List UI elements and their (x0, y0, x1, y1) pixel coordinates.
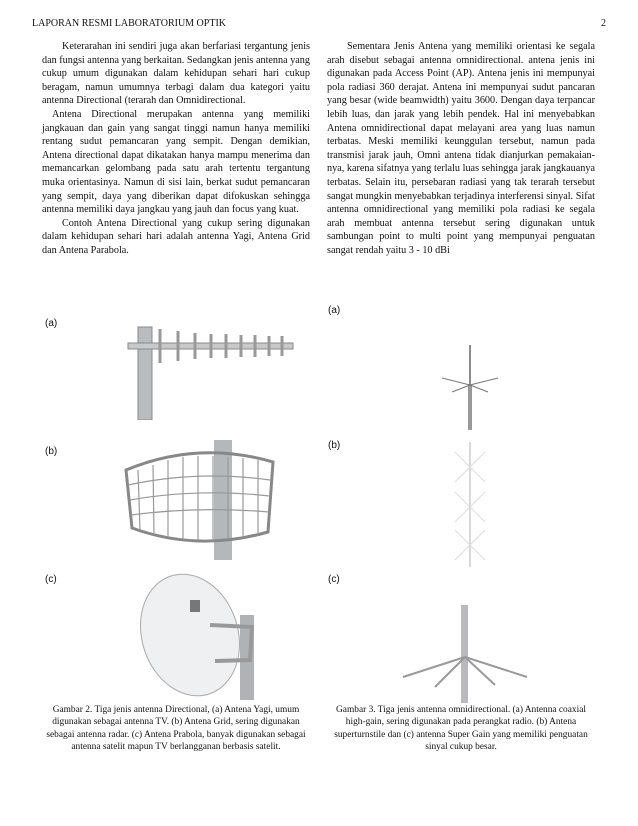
page-header (32, 18, 606, 32)
paragraph: Keterarahan ini sendiri juga akan berfariasi tergantung jenis dan fungsi antenna yang berkaitan. Sedangkan jenis antenna yang cukup umum digunakan dalam kehidupan sehari hari cukup beragam, namun umumnya terbagi dalam dua kategori yaitu antenna Directional (terarah dan Omnidirectional. (42, 41, 310, 107)
left-column (42, 40, 310, 258)
figure-label-a: (a) (328, 305, 341, 316)
report-title: LAPORAN RESMI LABORATORIUM OPTIK (32, 18, 226, 29)
parabola-antenna-image (130, 565, 280, 700)
figure-3-caption: Gambar 3. Tiga jenis antenna omnidirectional. (a) Antenna coaxial high-gain, sering digunakan pada perangkat radio. (b) Antena superturnstile dan (c) antenna Super Gain yang memiliki penguatan sinyal cukup besar. (334, 705, 588, 753)
coaxial-antenna-image (430, 330, 510, 430)
paragraph: Antena Directional merupakan antenna yang memiliki jangkauan dan gain yang sangat tinggi namun hanya memiliki rentang sudut pemancaran yang sempit. Dengan demikian, Antena directional dapat dikatakan hanya mampu menerima dan memancarkan gelombang pada satu arah tertentu tergantung muka orientasinya. Namun di sisi lain, berkat sudut pemancaran yang sempit, daya yang diberikan dapat difokuskan sehingga antenna memiliki daya jangkau yang jauh dan focus yang kuat. (42, 108, 310, 216)
figure-2-caption: Gambar 2. Tiga jenis antenna Directional, (a) Antena Yagi, umum digunakan sebagai antenna TV. (b) Antena Grid, sering digunakan sebagai antenna radar. (c) Antena Prabola, banyak digunakan sebagai antenna satelit mapun TV berlangganan berbasis satelit. (46, 705, 306, 753)
grid-antenna-image (118, 440, 278, 560)
superturnstile-antenna-image (440, 442, 500, 567)
figure-label-c: (c) (328, 574, 340, 585)
paragraph: Sementara Jenis Antena yang memiliki orientasi ke segala arah disebut sebagai antenna omnidirectional. antena jenis ini digunakan pada Access Point (AP). Antena jenis ini mempunyai pola radiasi 360 derajat. Antena ini mempunyai sudut pancaran yang besar (wide beamwidth) yaitu 3600. Dengan daya terpancar lebih luas, dan jarak yang lebih pendek. Hal ini menyebabkan Antena omnidirectional dapat melayani area yang luas namun terbatas. Meski memiliki keunggulan tersebut, namun pada transmisi jarak jauh, Omni antena tidak dianjurkan pemakaian-nya, karena sifatnya yang terlalu luas sehingga jarak jangkauanya terbatas. Selain itu, persebaran radiasi yang tak terarah tersebut sangat mungkin menyebabkan terjadinya interferensi sinyal. Sifat antenna omnidirectional yang memiliki pola radiasi ke segala arah membuat antenna tersebut sering digunakan untuk sambungan point to multi point yang mempunyai penguatan sangat rendah yaitu 3 - 10 dBi (327, 41, 595, 256)
paragraph: Contoh Antena Directional yang cukup sering digunakan dalam kehidupan sehari hari adalah antenna Yagi, Antena Grid dan Antena Parabola. (42, 217, 310, 256)
super-gain-antenna-image (395, 595, 535, 703)
figure-label-b: (b) (45, 446, 58, 457)
yagi-antenna-image (98, 315, 298, 420)
figure-label-a: (a) (45, 318, 58, 329)
page-number: 2 (601, 18, 606, 29)
figure-label-b: (b) (328, 440, 341, 451)
right-column (327, 40, 595, 258)
figure-label-c: (c) (45, 574, 57, 585)
